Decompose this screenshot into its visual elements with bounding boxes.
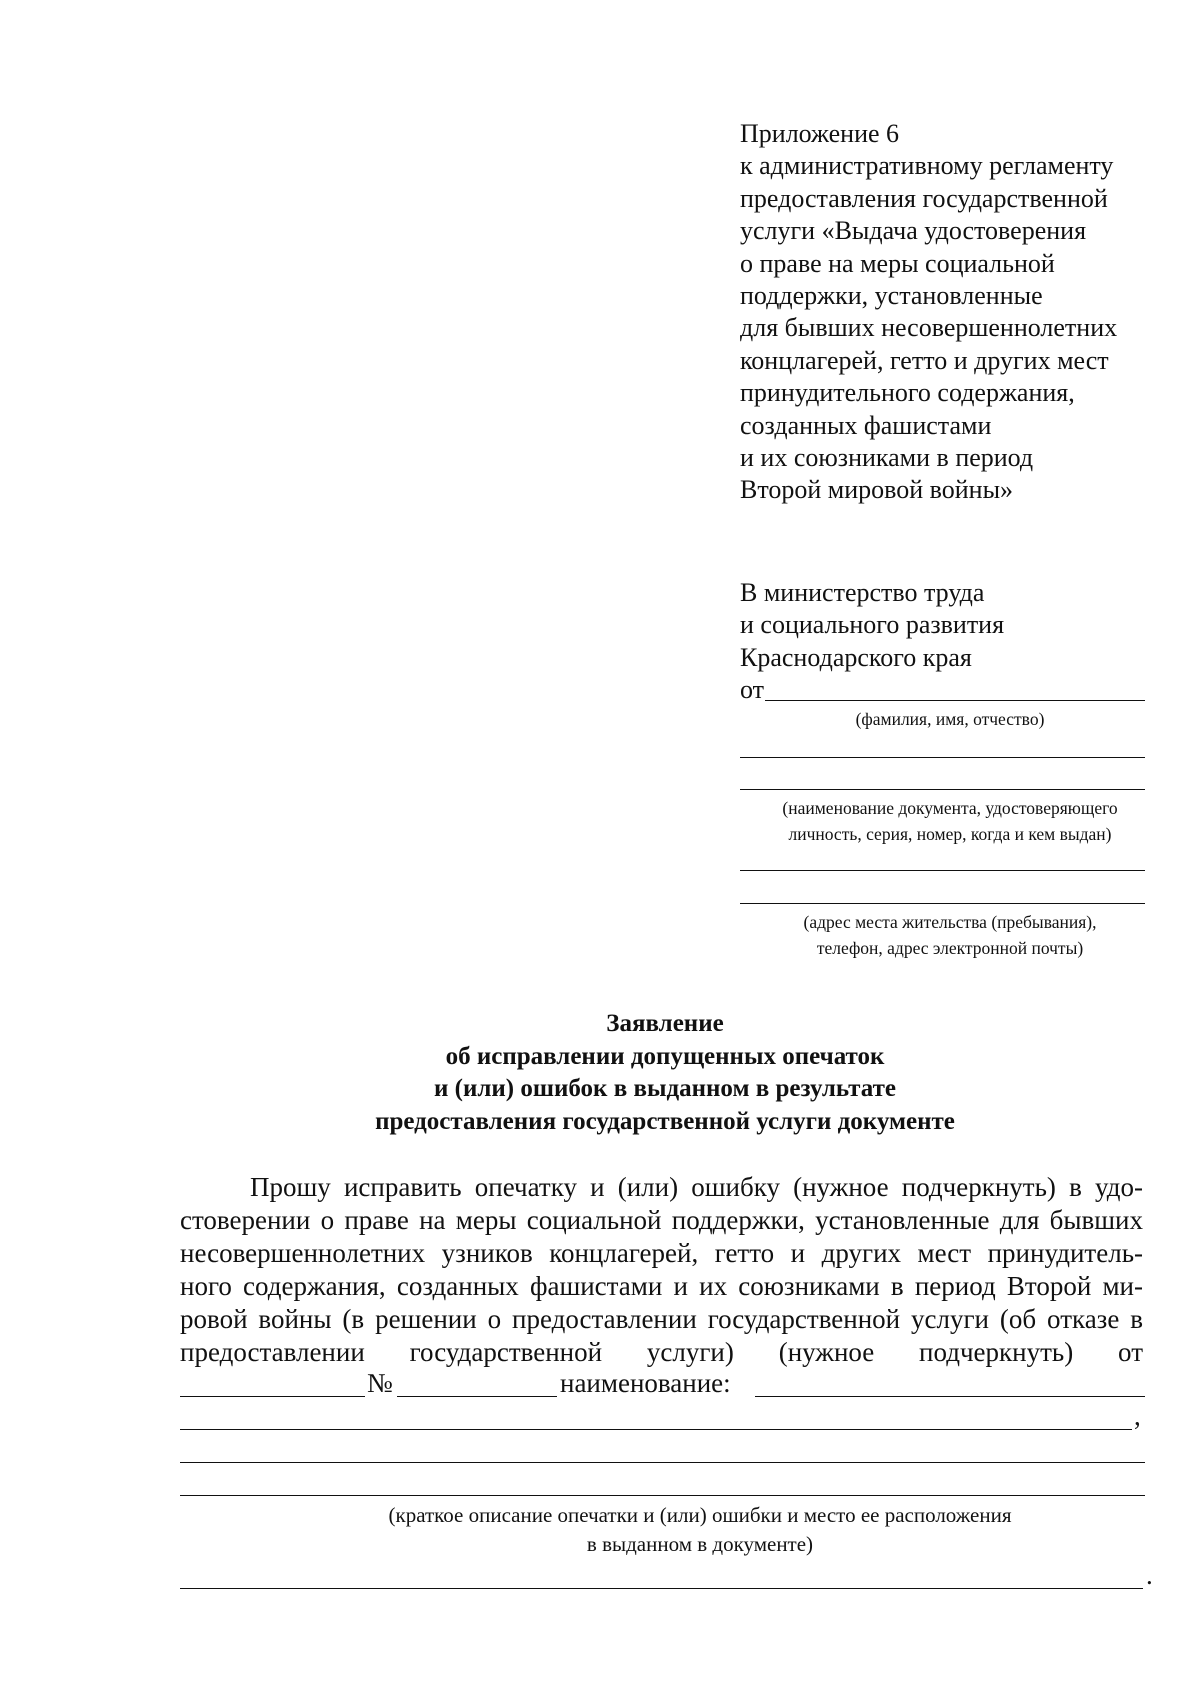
appendix-line: поддержки, установленные: [740, 281, 1043, 311]
body-line: предоставлении государственной услуги) (нужное подчеркнуть) от: [180, 1337, 1143, 1367]
document-field-1[interactable]: [740, 757, 1145, 758]
document-field-2[interactable]: [740, 789, 1145, 790]
address-field-1[interactable]: [740, 870, 1145, 871]
comma-mark: ,: [1134, 1401, 1141, 1431]
description-line-2[interactable]: [180, 1462, 1145, 1463]
address-caption-1: (адрес места жительства (пребывания),: [803, 912, 1097, 932]
appendix-line: созданных фашистами: [740, 410, 992, 440]
appendix-line: для бывших несовершеннолетних: [740, 313, 1118, 343]
date-field[interactable]: [180, 1396, 365, 1397]
number-field[interactable]: [397, 1396, 557, 1397]
body-line: ного содержания, созданных фашистами и их союзниками в период Второй ми-: [180, 1271, 1143, 1301]
appendix-line: предоставления государственной: [740, 183, 1108, 213]
appendix-line: принудительного содержания,: [740, 378, 1075, 408]
appendix-block: [740, 118, 1190, 507]
document-caption-1: (наименование документа, удостоверяющего: [782, 798, 1118, 818]
description-line-1[interactable]: [180, 1429, 1132, 1430]
description-line-3[interactable]: [180, 1495, 1145, 1496]
title-line: предоставления государственной услуги документе: [375, 1107, 955, 1135]
title-line: и (или) ошибок в выданном в результате: [433, 1075, 896, 1102]
number-sign: №: [367, 1368, 393, 1398]
body-line: Прошу исправить опечатку и (или) ошибку (нужное подчеркнуть) в удо-: [250, 1172, 1143, 1202]
description-caption-2: в выданном в документе): [586, 1532, 814, 1556]
appendix-line: и их союзниками в период: [740, 443, 1034, 473]
fio-caption: (фамилия, имя, отчество): [855, 709, 1045, 729]
from-label: от: [740, 675, 765, 705]
body-line: ровой войны (в решении о предоставлении государственной услуги (об отказе в: [180, 1304, 1143, 1334]
name-field[interactable]: [755, 1396, 1145, 1397]
recipient-block: [740, 577, 1160, 707]
body-line: стоверении о праве на меры социальной поддержки, установленные для бывших: [180, 1205, 1143, 1235]
recipient-line: Краснодарского края: [740, 642, 972, 672]
body-line: несовершеннолетних узников концлагерей, гетто и других мест принудитель-: [180, 1238, 1143, 1268]
address-field-2[interactable]: [740, 903, 1145, 904]
name-label: наименование:: [560, 1368, 731, 1398]
fio-field[interactable]: [765, 700, 1145, 701]
appendix-line: услуги «Выдача удостоверения: [740, 216, 1087, 246]
recipient-line: В министерство труда: [740, 578, 985, 607]
description-line-4[interactable]: [180, 1588, 1143, 1589]
title-line: об исправлении допущенных опечаток: [445, 1042, 885, 1070]
document-caption-2: личность, серия, номер, когда и кем выдан): [788, 824, 1112, 844]
appendix-line: о праве на меры социальной: [740, 248, 1055, 278]
appendix-line: Второй мировой войны»: [740, 475, 1014, 505]
appendix-line: концлагерей, гетто и других мест: [740, 345, 1109, 375]
description-caption-1: (краткое описание опечатки и (или) ошибки и место ее расположения: [388, 1503, 1012, 1527]
title-line: Заявление: [606, 1010, 724, 1037]
appendix-line: Приложение 6: [740, 119, 900, 148]
recipient-line: и социального развития: [740, 610, 1005, 640]
period-mark: .: [1146, 1560, 1153, 1590]
address-caption-2: телефон, адрес электронной почты): [816, 938, 1084, 958]
document-title: [200, 1008, 1130, 1138]
appendix-line: к административному регламенту: [740, 151, 1114, 181]
